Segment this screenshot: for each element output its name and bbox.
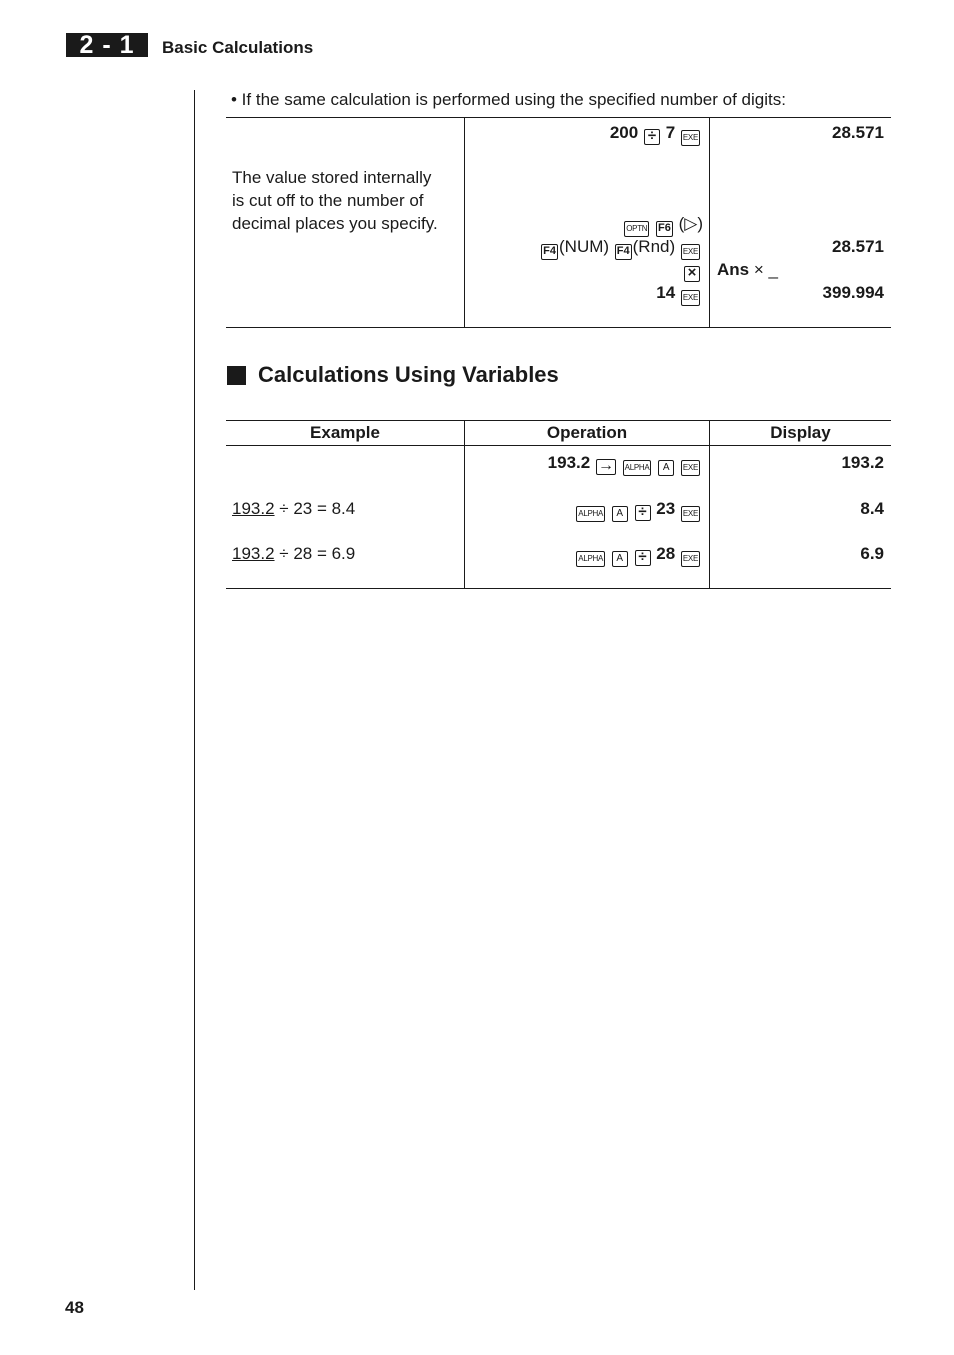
table2-col-divider-2 [709,420,710,588]
table1-op-row-1 [610,121,701,146]
table1-op-row-5 [656,281,701,306]
num-label: (NUM) [559,237,610,256]
table1-description-line-3: decimal places you specify. [232,214,438,233]
section-title: Basic Calculations [162,38,314,57]
exe-key-icon: EXE [681,290,700,306]
a-key-icon: A [612,551,628,567]
f4-key-icon: F4 [541,244,558,260]
divide-key-icon: ÷ [635,505,651,521]
table2-header-rule [226,445,891,446]
table1-display-row-1: 28.571 [832,123,884,142]
rnd-label: (Rnd) [632,237,676,256]
table2-op-row-3 [575,542,701,567]
page-number: 48 [65,1298,84,1317]
exe-key-icon: EXE [681,244,700,260]
column-header-example: Example [310,423,380,442]
paren-label: (▷) [678,214,703,233]
margin-rule [194,90,195,1290]
table1-display-row-3: 28.571 [832,237,884,256]
table1-op-row-2 [623,212,703,237]
multiply-key-icon: × [684,266,700,282]
column-header-display: Display [770,423,831,442]
table1-top-rule [226,117,891,118]
alpha-key-icon: ALPHA [623,460,652,476]
table1-bottom-rule [226,327,891,328]
table1-col-divider-2 [709,117,710,327]
section-heading: Calculations Using Variables [258,362,559,387]
f6-key-icon: F6 [656,221,673,237]
table1-col-divider-1 [464,117,465,327]
divide-key-icon: ÷ [644,129,660,145]
f4-key-icon: F4 [615,244,632,260]
alpha-key-icon: ALPHA [576,506,605,522]
intro-text: • If the same calculation is performed using the specified number of digits: [231,90,786,109]
exe-key-icon: EXE [681,551,700,567]
section-number-badge: 2 - 1 [66,33,148,57]
table1-op-row-4 [683,258,701,282]
table2-col-divider-1 [464,420,465,588]
variable-value: 193.2 [232,544,275,563]
variable-value: 193.2 [232,499,275,518]
table2-display-row-3: 6.9 [860,544,884,563]
table2-example-row-2 [232,497,355,520]
square-bullet-icon [227,366,246,385]
table1-op-row-3 [540,235,701,260]
ans-label: Ans [717,260,750,279]
example-rest: ÷ 23 = 8.4 [274,499,356,518]
table2-op-row-1 [548,451,701,476]
table1-description-line-2: is cut off to the number of [232,191,424,210]
table2-display-row-2: 8.4 [860,499,884,518]
exe-key-icon: EXE [681,506,700,522]
op-number: 200 [609,123,639,142]
op-number: 7 [665,123,676,142]
a-key-icon: A [658,460,674,476]
op-number: 193.2 [547,453,591,472]
table2-display-row-1: 193.2 [841,453,884,472]
op-number: 28 [656,544,676,563]
table2-op-row-2 [575,497,701,522]
op-number: 14 [656,283,676,302]
exe-key-icon: EXE [681,460,700,476]
example-rest: ÷ 28 = 6.9 [274,544,356,563]
divide-key-icon: ÷ [635,550,651,566]
op-number: 23 [656,499,676,518]
a-key-icon: A [612,506,628,522]
alpha-key-icon: ALPHA [576,551,605,567]
table2-top-rule [226,420,891,421]
optn-key-icon: OPTN [624,221,649,237]
table2-bottom-rule [226,588,891,589]
exe-key-icon: EXE [681,130,700,146]
table1-display-row-5: 399.994 [822,283,884,302]
table1-display-row-4 [717,258,778,281]
arrow-key-icon: → [597,457,614,474]
ans-rest: × _ [749,260,778,279]
table1-description-line-1: The value stored internally [232,168,432,187]
column-header-operation: Operation [546,423,628,442]
table2-example-row-3 [232,542,355,565]
